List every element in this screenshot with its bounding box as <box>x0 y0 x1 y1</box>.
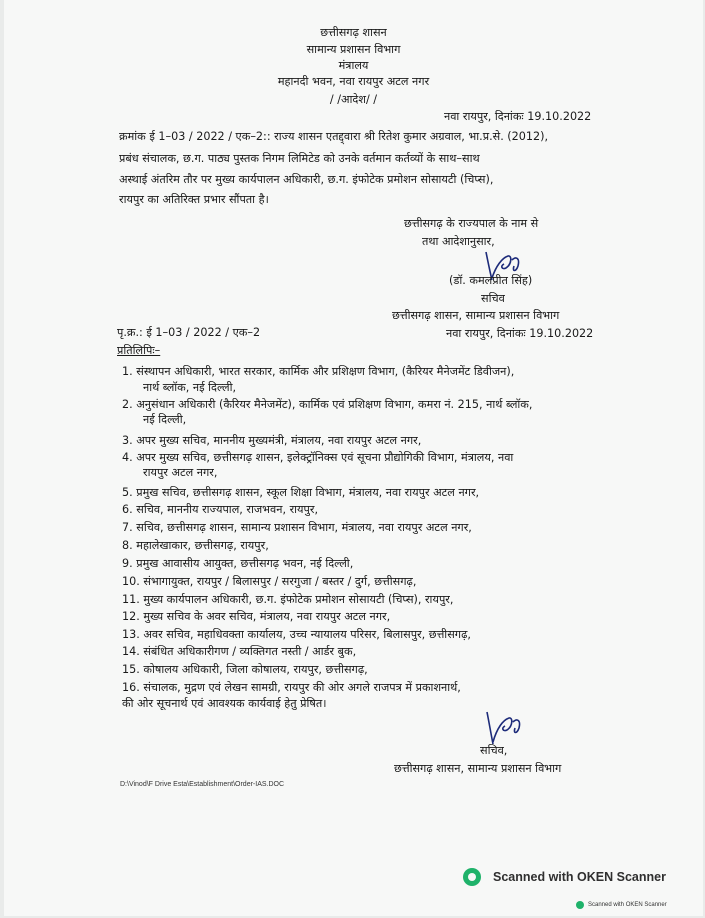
list-item: 9. प्रमुख आवासीय आयुक्त, छत्तीसगढ़ भवन, नई दिल्ली, <box>122 557 354 570</box>
endorsement-signatory-title: सचिव, <box>480 744 508 757</box>
list-item: 8. महालेखाकार, छत्तीसगढ़, रायपुर, <box>122 539 269 552</box>
scanner-watermark-small: Scanned with OKEN Scanner <box>576 901 667 909</box>
list-item-cont: नार्थ ब्लॉक, नई दिल्ली, <box>143 381 237 394</box>
ministry-heading: मंत्रालय <box>338 59 369 72</box>
document-page <box>4 0 703 916</box>
list-item: 4. अपर मुख्य सचिव, छत्तीसगढ़ शासन, इलेक्ट्रॉनिक्स एवं सूचना प्रौद्योगिकी विभाग, मंत्रालय, नवा <box>122 451 514 464</box>
order-body-line: अस्थाई अंतरिम तौर पर मुख्य कार्यपालन अधिकारी, छ.ग. इंफोटेक प्रमोशन सोसायटी (चिप्स), <box>119 173 494 186</box>
list-item: 10. संभागायुक्त, रायपुर / बिलासपुर / सरगुजा / बस्तर / दुर्ग, छत्तीसगढ़, <box>122 575 417 588</box>
list-item: 6. सचिव, माननीय राज्यपाल, राजभवन, रायपुर, <box>122 503 319 516</box>
list-item: 12. मुख्य सचिव के अवर सचिव, मंत्रालय, नवा रायपुर अटल नगर, <box>122 610 391 623</box>
copy-label: प्रतिलिपिः– <box>117 344 161 357</box>
scanner-watermark: Scanned with OKEN Scanner <box>463 868 666 886</box>
signatory-dept: छत्तीसगढ़ शासन, सामान्य प्रशासन विभाग <box>392 309 560 322</box>
list-item-cont: नई दिल्ली, <box>143 413 187 426</box>
govt-heading: छत्तीसगढ़ शासन <box>320 26 387 39</box>
list-item: 5. प्रमुख सचिव, छत्तीसगढ़ शासन, स्कूल शिक्षा विभाग, मंत्रालय, नवा रायपुर अटल नगर, <box>122 486 480 499</box>
signature-2 <box>479 708 527 748</box>
governor-line-2: तथा आदेशानुसार, <box>422 235 495 248</box>
list-item: 15. कोषालय अधिकारी, जिला कोषालय, रायपुर, छत्तीसगढ़, <box>122 663 368 676</box>
department-heading: सामान्य प्रशासन विभाग <box>306 43 401 56</box>
endorsement-ref: पृ.क्र.: ई 1–03 / 2022 / एक–2 <box>117 326 261 339</box>
list-item: 2. अनुसंधान अधिकारी (कैरियर मैनेजमेंट), कार्मिक एवं प्रशिक्षण विभाग, कमरा नं. 215, नार्थ ब्लॉक, <box>122 398 533 411</box>
order-body-line: क्रमांक ई 1–03 / 2022 / एक–2:: राज्य शासन एतद्द्वारा श्री रितेश कुमार अग्रवाल, भा.प्र.से. (2012), <box>119 130 549 143</box>
address-heading: महानदी भवन, नवा रायपुर अटल नगर <box>277 75 430 88</box>
list-item: 7. सचिव, छत्तीसगढ़ शासन, सामान्य प्रशासन विभाग, मंत्रालय, नवा रायपुर अटल नगर, <box>122 521 472 534</box>
file-path: D:\Vinod\F Drive Esta\Establishment\Order-IAS.DOC <box>120 781 285 788</box>
endorsement-place-date: नवा रायपुर, दिनांकः 19.10.2022 <box>446 327 594 340</box>
list-item: 1. संस्थापन अधिकारी, भारत सरकार, कार्मिक और प्रशिक्षण विभाग, (कैरियर मैनेजमेंट डिवीजन), <box>122 365 515 378</box>
order-place-date: नवा रायपुर, दिनांकः 19.10.2022 <box>444 110 592 123</box>
list-item: 3. अपर मुख्य सचिव, माननीय मुख्यमंत्री, मंत्रालय, नवा रायपुर अटल नगर, <box>122 434 422 447</box>
list-item: 16. संचालक, मुद्रण एवं लेखन सामग्री, रायपुर की ओर अगले राजपत्र में प्रकाशनार्थ, <box>122 681 461 694</box>
order-body-line: रायपुर का अतिरिक्त प्रभार सौंपता है। <box>119 193 269 206</box>
order-title: / /आदेश/ / <box>329 93 378 106</box>
list-item: 14. संबंधित अधिकारीगण / व्यक्तिगत नस्ती / आर्डर बुक, <box>122 645 357 658</box>
list-item-cont: रायपुर अटल नगर, <box>143 466 218 479</box>
scanner-logo-icon <box>463 868 481 886</box>
signatory-title: सचिव <box>481 292 505 305</box>
governor-line-1: छत्तीसगढ़ के राज्यपाल के नाम से <box>404 217 539 230</box>
scanner-small-logo-icon <box>576 901 584 909</box>
endorsement-signatory-dept: छत्तीसगढ़ शासन, सामान्य प्रशासन विभाग <box>394 762 562 775</box>
order-body-line: प्रबंध संचालक, छ.ग. पाठ्य पुस्तक निगम लिमिटेड को उनके वर्तमान कर्तव्यों के साथ–साथ <box>119 152 480 165</box>
signatory-name: (डॉ. कमलप्रीत सिंह) <box>449 274 533 287</box>
list-item: 11. मुख्य कार्यपालन अधिकारी, छ.ग. इंफोटेक प्रमोशन सोसायटी (चिप्स), रायपुर, <box>122 593 454 606</box>
closing-line: की ओर सूचनार्थ एवं आवश्यक कार्यवाई हेतु प्रेषित। <box>122 697 327 710</box>
list-item: 13. अवर सचिव, महाधिवक्ता कार्यालय, उच्च न्यायालय परिसर, बिलासपुर, छत्तीसगढ़, <box>122 628 471 641</box>
